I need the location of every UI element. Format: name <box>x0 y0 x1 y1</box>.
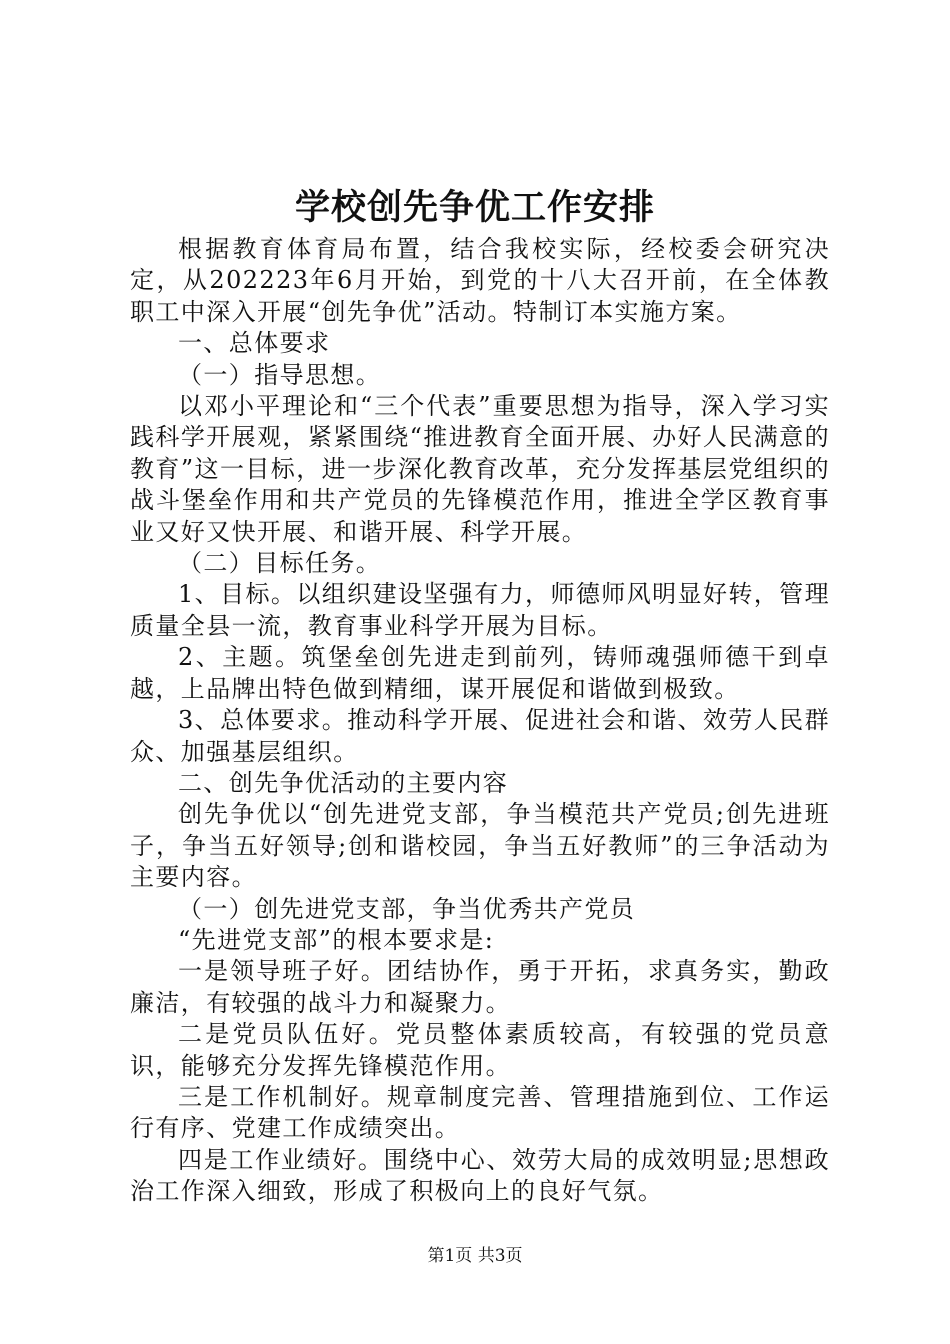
document-body <box>130 234 830 1208</box>
subheading-advanced-branch: （一）创先进党支部，争当优秀共产党员 <box>178 894 636 923</box>
paragraph-intro: 根据教育体育局布置，结合我校实际，经校委会研究决定，从202223年6月开始，到党的十八大召开前，在全体教职工中深入开展“创先争优”活动。特制订本实施方案。 <box>130 235 830 326</box>
page-number: 第1页 共3页 <box>427 1246 523 1266</box>
paragraph-work-performance: 四是工作业绩好。围绕中心、效劳大局的成效明显;思想政治工作深入细致，形成了积极向上的良好气氛。 <box>130 1145 830 1206</box>
heading-section-2: 二、创先争优活动的主要内容 <box>178 768 509 797</box>
paragraph-goal: 1、目标。以组织建设坚强有力，师德师风明显好转，管理质量全县一流，教育事业科学开展为目标。 <box>130 580 830 640</box>
subheading-guiding-ideology: （一）指导思想。 <box>178 360 382 389</box>
subheading-goals-tasks: （二）目标任务。 <box>178 549 382 578</box>
paragraph-member-team: 二是党员队伍好。党员整体素质较高，有较强的党员意识，能够充分发挥先锋模范作用。 <box>130 1020 830 1080</box>
paragraph-overall-requirements: 3、总体要求。推动科学开展、促进社会和谐、效劳人民群众、加强基层组织。 <box>130 706 830 766</box>
paragraph-leadership: 一是领导班子好。团结协作，勇于开拓，求真务实，勤政廉洁，有较强的战斗力和凝聚力。 <box>130 957 830 1017</box>
paragraph-work-mechanism: 三是工作机制好。规章制度完善、管理措施到位、工作运行有序、党建工作成绩突出。 <box>130 1082 830 1143</box>
heading-section-1: 一、总体要求 <box>178 329 331 358</box>
paragraph-guiding-ideology: 以邓小平理论和“三个代表”重要思想为指导，深入学习实践科学开展观，紧紧围绕“推进教育全面开展、办好人民满意的教育”这一目标，进一步深化教育改革，充分发挥基层党组织的战斗堡垒作用和共产党员的先锋模范作用，推进全学区教育事业又好又快开展、和谐开展、科学开展。 <box>130 392 830 546</box>
document-title: 学校创先争优工作安排 <box>294 187 655 228</box>
paragraph-main-content: 创先争优以“创先进党支部，争当模范共产党员;创先进班子，争当五好领导;创和谐校园，争当五好教师”的三争活动为主要内容。 <box>130 800 830 892</box>
paragraph-basic-requirements: “先进党支部”的根本要求是: <box>178 925 495 954</box>
paragraph-theme: 2、主题。筑堡垒创先进走到前列，铸师魂强师德干到卓越，上品牌出特色做到精细，谋开展促和谐做到极致。 <box>130 643 830 703</box>
